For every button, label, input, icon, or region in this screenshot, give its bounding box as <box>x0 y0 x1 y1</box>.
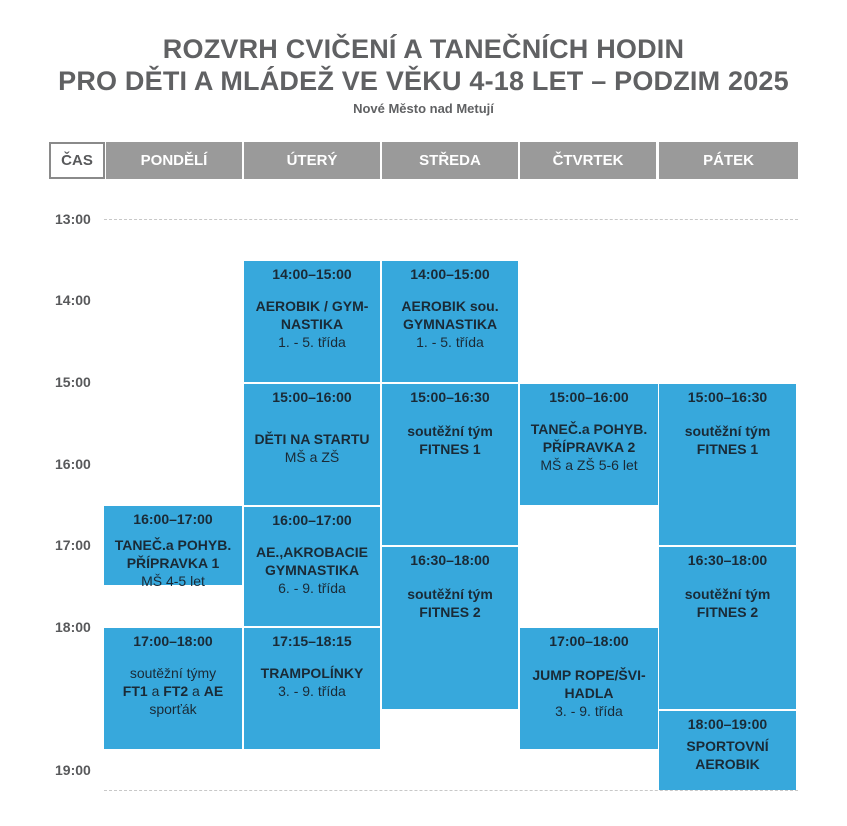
class-name: JUMP ROPE/ŠVI- <box>532 667 646 683</box>
class-time: 16:00–17:00 <box>133 511 213 527</box>
time-label: 13:00 <box>55 211 91 227</box>
class-time: 17:15–18:15 <box>272 633 352 649</box>
class-group: MŠ 4-5 let <box>141 573 205 589</box>
class-time: 16:30–18:00 <box>687 552 768 568</box>
class-name: sporťák <box>149 701 197 717</box>
class-block-wed-2[interactable] <box>382 384 518 545</box>
class-time: 17:00–18:00 <box>549 633 629 649</box>
class-name: AEROBIK <box>695 756 760 772</box>
class-name: TANEČ.a POHYB. <box>530 421 648 437</box>
col-header-thursday: ČTVRTEK <box>520 142 656 179</box>
time-label: 15:00 <box>55 374 91 390</box>
class-name: AEROBIK sou. <box>401 298 499 314</box>
class-name: soutěžní tým <box>684 586 771 602</box>
class-name: FITNES 2 <box>696 604 759 620</box>
class-name: GYMNASTIKA <box>264 562 360 578</box>
class-block-tue-3[interactable] <box>244 507 380 626</box>
class-block-thu-2[interactable] <box>520 628 658 749</box>
class-name: AE.,AKROBACIE <box>255 544 368 560</box>
class-group: 6. - 9. třída <box>278 580 346 596</box>
time-label: 17:00 <box>55 537 91 553</box>
class-block-fri-2[interactable] <box>659 547 796 709</box>
class-block-wed-1[interactable] <box>382 261 518 382</box>
class-time: 14:00–15:00 <box>410 266 490 282</box>
col-header-monday: PONDĚLÍ <box>106 142 242 179</box>
class-time: 18:00–19:00 <box>687 716 768 732</box>
class-name: PŘÍPRAVKA 2 <box>542 439 636 455</box>
class-time: 14:00–15:00 <box>272 266 352 282</box>
class-group: MŠ a ZŠ 5-6 let <box>540 457 638 473</box>
class-time: 17:00–18:00 <box>133 633 213 649</box>
title-line-2: PRO DĚTI A MLÁDEŽ VE VĚKU 4-18 LET – PODZIM 2025 <box>58 66 789 96</box>
col-header-time: ČAS <box>49 142 105 179</box>
class-name: HADLA <box>564 685 614 701</box>
time-label: 19:00 <box>55 762 91 778</box>
class-name: AEROBIK / GYM- <box>255 298 369 314</box>
class-name: GYMNASTIKA <box>402 316 498 332</box>
class-block-tue-4[interactable] <box>244 628 380 749</box>
subtitle: Nové Město nad Metují <box>353 101 494 116</box>
class-block-mon-2[interactable] <box>104 628 242 749</box>
class-time: 16:30–18:00 <box>410 552 490 568</box>
grid-line <box>104 790 798 791</box>
class-block-wed-3[interactable] <box>382 547 518 709</box>
class-time: 15:00–16:30 <box>410 389 490 405</box>
class-name: TANEČ.a POHYB. <box>114 537 232 553</box>
class-group: 1. - 5. třída <box>416 334 484 350</box>
class-time: 16:00–17:00 <box>272 512 352 528</box>
class-name: soutěžní tým <box>407 423 493 439</box>
class-block-fri-3[interactable] <box>659 711 796 790</box>
class-teams <box>104 682 242 700</box>
class-name: NASTIKA <box>280 316 344 332</box>
team-ae: AE <box>203 683 224 699</box>
time-label: 18:00 <box>55 619 91 635</box>
team-ft1: FT1 <box>122 683 148 699</box>
team-ft2: FT2 <box>163 683 189 699</box>
col-header-wednesday: STŘEDA <box>382 142 518 179</box>
class-name: DĚTI NA STARTU <box>254 431 370 447</box>
col-header-friday: PÁTEK <box>659 142 798 179</box>
class-block-tue-1[interactable] <box>244 261 380 382</box>
class-block-mon-1[interactable] <box>104 506 242 589</box>
time-label: 14:00 <box>55 292 91 308</box>
class-name: soutěžní týmy <box>129 665 217 681</box>
conj: a <box>147 683 164 699</box>
title-line-1: ROZVRH CVIČENÍ A TANEČNÍCH HODIN <box>162 34 685 64</box>
class-name: soutěžní tým <box>407 586 493 602</box>
class-name: soutěžní tým <box>684 423 771 439</box>
class-name: FITNES 1 <box>696 441 759 457</box>
class-block-thu-1[interactable] <box>520 384 658 505</box>
class-group: 3. - 9. třída <box>278 683 346 699</box>
class-group: 1. - 5. třída <box>278 334 346 350</box>
time-label: 16:00 <box>55 456 91 472</box>
class-name: PŘÍPRAVKA 1 <box>126 555 220 571</box>
class-group: 3. - 9. třída <box>555 703 623 719</box>
class-block-tue-2[interactable] <box>244 384 380 505</box>
class-name: FITNES 2 <box>419 604 481 620</box>
class-group: MŠ a ZŠ <box>284 449 340 465</box>
class-name: FITNES 1 <box>419 441 481 457</box>
conj: a <box>188 683 204 699</box>
class-time: 15:00–16:00 <box>272 389 352 405</box>
col-header-tuesday: ÚTERÝ <box>244 142 380 179</box>
class-name: SPORTOVNÍ <box>686 738 769 754</box>
grid-line <box>104 219 798 220</box>
class-time: 15:00–16:00 <box>549 389 629 405</box>
class-name: TRAMPOLÍNKY <box>260 665 364 681</box>
class-time: 15:00–16:30 <box>687 389 768 405</box>
class-block-fri-1[interactable] <box>659 384 796 545</box>
